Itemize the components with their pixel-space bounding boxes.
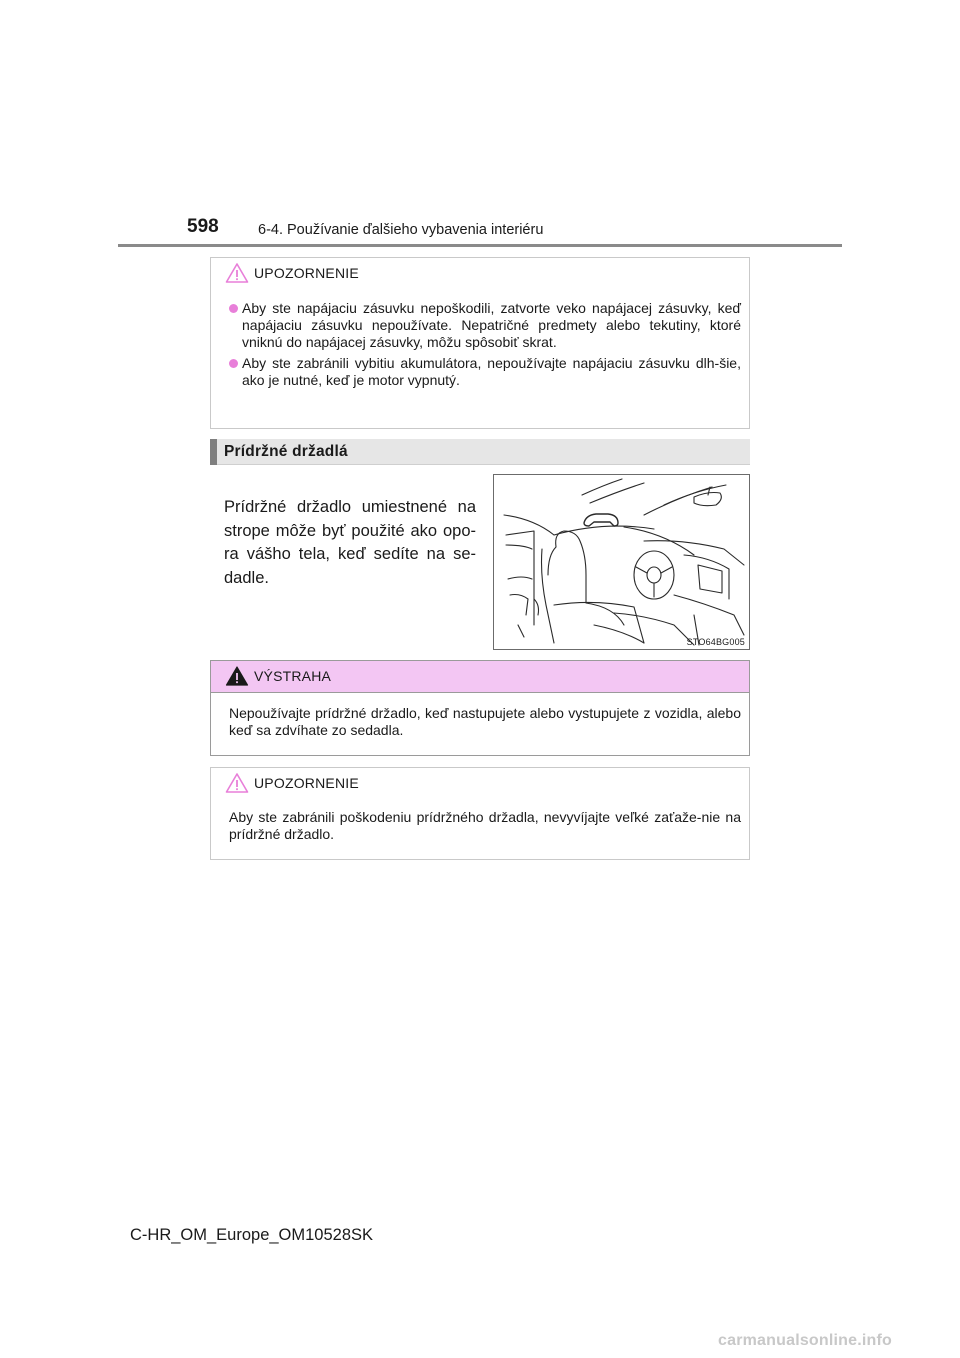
car-interior-drawing	[494, 475, 749, 649]
watermark: carmanualsonline.info	[718, 1332, 893, 1349]
bullet-icon	[229, 304, 238, 313]
document-id: C-HR_OM_Europe_OM10528SK	[130, 1226, 374, 1244]
caution-item	[230, 355, 741, 389]
caution-box	[210, 767, 750, 860]
interior-illustration	[493, 474, 750, 650]
caution-triangle-icon	[225, 262, 249, 289]
subsection-header	[210, 439, 750, 465]
caution-box-header	[211, 258, 749, 288]
subsection-bar	[210, 439, 217, 465]
caution-label: UPOZORNENIE	[254, 265, 359, 281]
caution-item	[230, 300, 741, 351]
warning-box	[210, 660, 750, 756]
caution-box	[210, 257, 750, 429]
header-rule	[118, 244, 842, 247]
caution-item-text: Aby ste zabránili vybitiu akumulátora, nepoužívajte napájaciu zásuvku dlh-šie, ako je nutné, keď je motor vypnutý.	[242, 355, 741, 388]
bullet-icon	[229, 359, 238, 368]
warning-box-header	[211, 661, 749, 693]
caution-text: Aby ste zabránili poškodeniu prídržného držadla, nevyvíjajte veľké zaťaže-nie na prídržné držadlo.	[229, 809, 741, 842]
body-paragraph: Prídržné držadlo umiestnené na strope môže byť použité ako opo-ra vášho tela, keď sedíte na se-dadle.	[224, 498, 476, 587]
caution-triangle-icon	[225, 772, 249, 799]
warning-label: VÝSTRAHA	[254, 668, 332, 684]
warning-text: Nepoužívajte prídržné držadlo, keď nastupujete alebo vystupujete z vozidla, alebo keď sa zdvíhate zo sedadla.	[229, 705, 741, 738]
subsection-title: Prídržné držadlá	[224, 443, 348, 460]
illustration-code: STO64BG005	[686, 637, 745, 647]
page-number: 598	[187, 216, 219, 237]
caution-item-text: Aby ste napájaciu zásuvku nepoškodili, zatvorte veko napájacej zásuvky, keď napájaciu zásuvku nepoužívate. Nepatričné predmety alebo tekutiny, ktoré vniknú do napájacej zásuvky, môžu spôsobiť skrat.	[242, 300, 741, 350]
caution-box-header	[211, 768, 749, 798]
warning-triangle-icon	[225, 665, 249, 692]
section-title: 6-4. Používanie ďalšieho vybavenia interiéru	[258, 222, 544, 238]
caution-label: UPOZORNENIE	[254, 775, 359, 791]
